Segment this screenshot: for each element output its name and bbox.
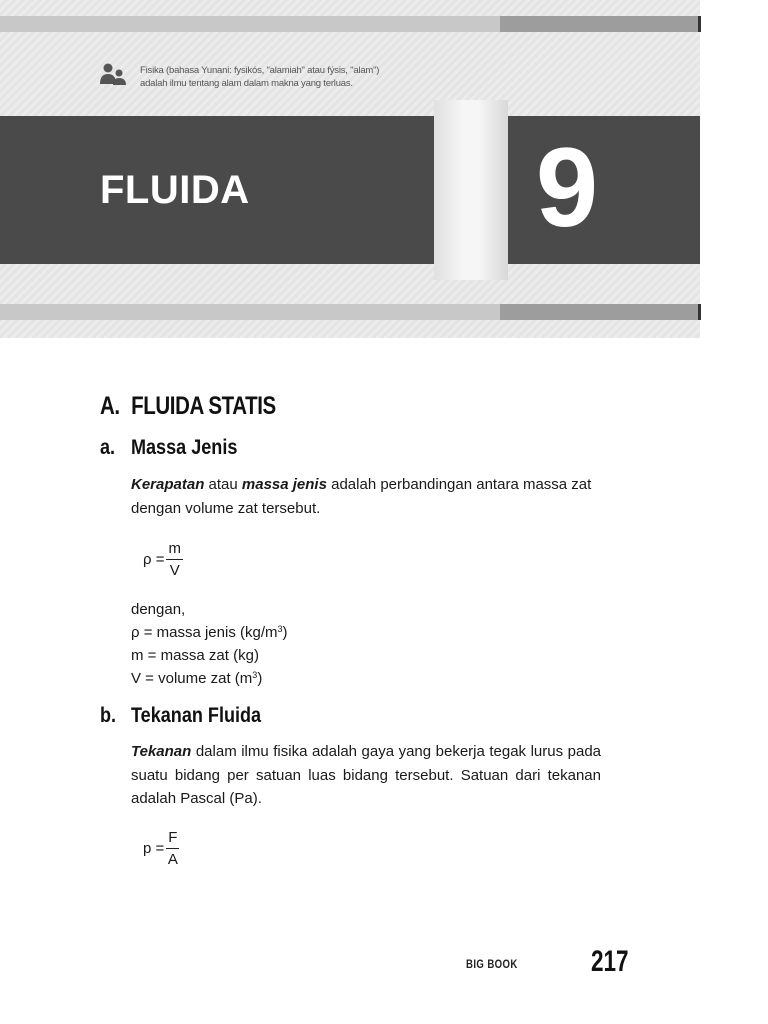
formula-density [143, 540, 183, 579]
section-heading [100, 392, 276, 421]
term-kerapatan: Kerapatan [131, 476, 205, 493]
formula-lhs: ρ = [143, 551, 165, 568]
legend-item [131, 621, 601, 644]
header-stripe-top-dark [500, 16, 698, 32]
formula-pressure [143, 829, 179, 868]
book-label: BIG BOOK [466, 957, 518, 971]
formula-fraction [166, 540, 183, 579]
paragraph-tekanan [131, 740, 601, 811]
crop-mark [698, 16, 701, 32]
page-number: 217 [591, 945, 629, 978]
fraction-numerator: m [166, 540, 183, 560]
subsection-label: a. [100, 436, 116, 459]
term-tekanan: Tekanan [131, 743, 192, 760]
legend-text: ) [282, 624, 288, 641]
chapter-quote [140, 64, 440, 90]
fraction-numerator: F [166, 829, 179, 849]
subsection-title: Tekanan Fluida [130, 704, 262, 727]
paragraph-massa-jenis [131, 473, 601, 520]
legend-text: ρ = massa jenis (kg/m [131, 624, 278, 641]
header-stripe-bottom-dark [500, 304, 698, 320]
text-connector: atau [204, 476, 242, 493]
paragraph-text: dalam ilmu fisika adalah gaya yang bekerja tegak lurus pada suatu bidang per satuan luas bidang tersebut. Satuan dari tekanan adalah Pascal (Pa). [131, 743, 601, 807]
legend-text: V = volume zat (m [131, 670, 253, 687]
legend-item: m = massa zat (kg) [131, 647, 259, 664]
subsection-label: b. [100, 704, 117, 727]
subsection-heading-a [100, 436, 237, 460]
subsection-heading-b [100, 704, 261, 728]
header-stripe-top [0, 16, 500, 32]
quote-line: Fisika (bahasa Yunani: fysikós, "alamiah" atau fýsis, "alam") [140, 65, 380, 76]
legend-intro: dengan, [131, 601, 186, 618]
formula-lhs: p = [143, 840, 165, 857]
crop-mark [698, 304, 701, 320]
superscript: 3 [277, 624, 283, 634]
chapter-title: FLUIDA [100, 168, 250, 212]
quote-line: adalah ilmu tentang alam dalam makna yang terluas. [140, 78, 353, 89]
legend-item [131, 667, 601, 690]
legend-text: ) [257, 670, 263, 687]
formula-legend [131, 598, 601, 690]
chapter-number: 9 [535, 125, 599, 250]
superscript: 3 [252, 670, 258, 680]
people-icon [100, 62, 126, 88]
subsection-title: Massa Jenis [130, 436, 238, 459]
banner-divider [434, 100, 508, 280]
paragraph-text: adalah perbandingan antara massa zat dengan volume zat tersebut. [131, 476, 592, 517]
fraction-denominator: V [169, 562, 180, 579]
header-stripe-bottom [0, 304, 500, 320]
fraction-denominator: A [167, 851, 178, 868]
term-massa-jenis: massa jenis [241, 476, 327, 493]
formula-fraction [166, 829, 179, 868]
section-title: FLUIDA STATIS [131, 392, 276, 420]
section-label: A. [100, 392, 120, 420]
